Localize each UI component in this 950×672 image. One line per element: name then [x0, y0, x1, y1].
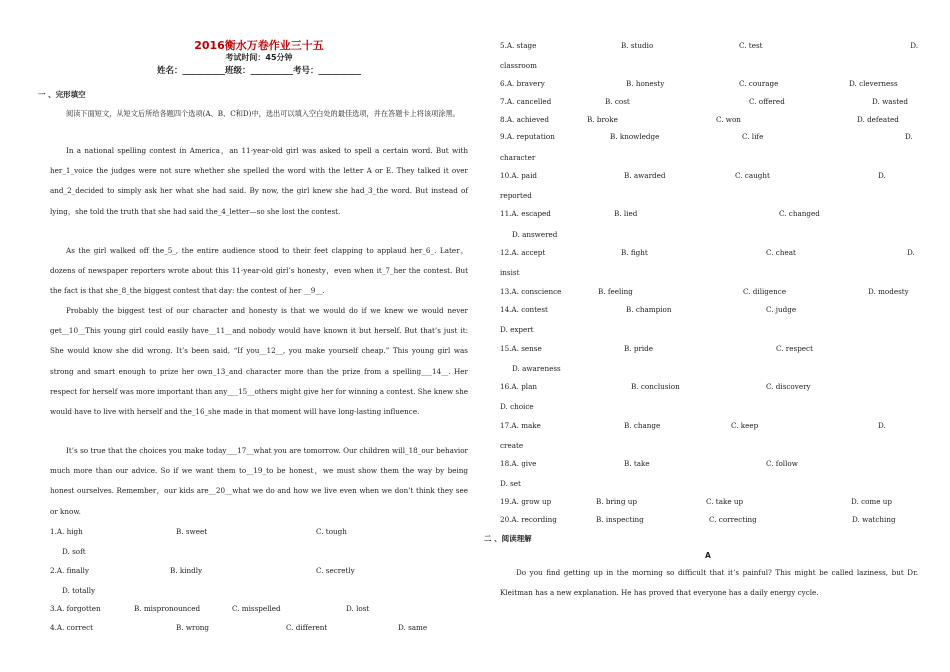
option-8-d: D. defeated — [857, 115, 899, 124]
option-7-c: C. offered — [749, 97, 785, 106]
option-20-b: B. inspecting — [596, 515, 644, 524]
option-3-d: D. lost — [346, 604, 370, 613]
option-19-c: C. take up — [706, 497, 744, 506]
option-13-b: B. feeling — [598, 287, 633, 296]
option-18-c: C. follow — [766, 459, 798, 468]
option-2-b: B. kindly — [170, 566, 203, 575]
option-5-a: 5.A. stage — [500, 41, 537, 50]
option-9-c: C. life — [742, 132, 764, 141]
option-10-c: C. caught — [735, 171, 770, 180]
instruction-text: 阅读下面短文，从短文后所给各题四个选项(A、B、C和D)中，选出可以填入空白处的最佳选项，并在答题卡上将该项涂黑。 — [66, 109, 460, 118]
option-8-a: 8.A. achieved — [500, 115, 550, 124]
option-3-c: C. misspelled — [232, 604, 281, 613]
option-17-d: D. — [878, 421, 886, 430]
option-9-d: D. — [905, 132, 913, 141]
option-8-b: B. broke — [587, 115, 618, 124]
option-1-a: 1.A. high — [50, 527, 83, 536]
option-11-a: 11.A. escaped — [500, 209, 551, 218]
option-19-b: B. bring up — [596, 497, 637, 506]
option-6-c: C. courage — [739, 79, 779, 88]
option-12-a: 12.A. accept — [500, 248, 546, 257]
passage-a-label: A — [705, 551, 711, 560]
section1-heading: 一 、完形填空 — [38, 90, 86, 99]
doc-title: 2016衡水万卷作业三十五 — [194, 39, 324, 52]
option-4-c: C. different — [286, 623, 328, 632]
option-8-c: C. won — [716, 115, 741, 124]
option-3-b: B. mispronounced — [134, 604, 201, 613]
option-11-c: C. changed — [779, 209, 820, 218]
option-17-c: C. keep — [731, 421, 759, 430]
passage-paragraph-3: Probably the biggest test of our character and honesty is that we would do if we knew we would never get__10__This young girl could easily have__11__and nobody would have known it but herself. But that’s just it: She would know she did wrong. It’s been said, “If you__12__, you make yourself cheap.” This young girl was strong and smart enough to prize her own_13_and character more than the prize from a spelling___14__. Her respect for herself was more important than any___15__others might give her for winning a contest. She knew she would have to live with herself and the_16_she made in that moment will have long-lasting influence. — [50, 306, 468, 417]
option-12-b: B. fight — [621, 248, 648, 257]
option-6-d: D. cleverness — [849, 79, 898, 88]
passage-paragraph-4: It’s so true that the choices you make today___17__what you are tomorrow. Our children will_18_our behavior much more than our advice. So if we want them to__19_to be honest，we must show them the way by being honest ourselves. Remember，our kids are__20__what we do and how we live even when we don’t think they see or know. — [50, 446, 468, 516]
option-9-b: B. knowledge — [610, 132, 660, 141]
option-3-a: 3.A. forgotten — [50, 604, 101, 613]
option-5-c: C. test — [739, 41, 763, 50]
option-12-d-word: insist — [500, 268, 520, 277]
option-2-d: D. totally — [62, 586, 96, 595]
option-2-c: C. secretly — [316, 566, 355, 575]
option-7-b: B. cost — [605, 97, 630, 106]
option-11-b: B. lied — [614, 209, 638, 218]
option-5-d-word: classroom — [500, 61, 537, 70]
option-4-d: D. same — [398, 623, 428, 632]
option-4-a: 4.A. correct — [50, 623, 94, 632]
option-4-b: B. wrong — [176, 623, 209, 632]
option-16-c: C. discovery — [766, 382, 811, 391]
option-5-d-text: D. — [910, 41, 918, 50]
passage-paragraph-1: In a national spelling contest in America，an 11-year-old girl was asked to spell a certain word. But with her_1_voice the judges were not sure whether she spelled the word with the letter A or E. They talked it over and_2_decided to simply ask her what she had said. By now, the girl knew she had_3_the word. But instead of lying，she told the truth that she had said the_4_letter—so she lost the contest. — [50, 146, 468, 216]
option-19-a: 19.A. grow up — [500, 497, 552, 506]
option-14-a: 14.A. contest — [500, 305, 548, 314]
option-1-b: B. sweet — [176, 527, 208, 536]
option-1-d: D. soft — [62, 547, 86, 556]
option-7-a: 7.A. cancelled — [500, 97, 552, 106]
option-10-a: 10.A. paid — [500, 171, 537, 180]
option-2-a: 2.A. finally — [50, 566, 89, 575]
option-16-a: 16.A. plan — [500, 382, 538, 391]
option-11-d: D. answered — [512, 230, 558, 239]
option-12-d: D. — [907, 248, 915, 257]
option-16-d: D. choice — [500, 402, 534, 411]
name-class-number-line: 姓名：__________班级：__________考号：__________ — [156, 66, 361, 76]
option-5-b: B. studio — [621, 41, 654, 50]
option-15-a: 15.A. sense — [500, 344, 542, 353]
option-20-c: C. correcting — [709, 515, 757, 524]
section2-heading: 二 、阅读理解 — [484, 534, 532, 543]
option-20-d: D. watching — [852, 515, 896, 524]
option-17-a: 17.A. make — [500, 421, 541, 430]
option-18-d: D. set — [500, 479, 521, 488]
option-10-d: D. — [878, 171, 886, 180]
exam-time: 考试时间：45分钟 — [225, 53, 293, 62]
option-6-a: 6.A. bravery — [500, 79, 545, 88]
option-14-c: C. judge — [766, 305, 797, 314]
option-14-d: D. expert — [500, 325, 534, 334]
option-5-d — [500, 41, 918, 50]
option-14-b: B. champion — [626, 305, 672, 314]
option-13-a: 13.A. conscience — [500, 287, 562, 296]
reading-paragraph-1: Do you find getting up in the morning so difficult that it’s painful? This might be called laziness, but Dr. Kleitman has a new explanation. He has proved that everyone has a daily energy cycle. — [500, 568, 918, 598]
option-15-d: D. awareness — [512, 364, 561, 373]
option-16-b: B. conclusion — [631, 382, 680, 391]
option-15-c: C. respect — [776, 344, 813, 353]
option-10-b: B. awarded — [624, 171, 666, 180]
option-17-d-word: create — [500, 441, 524, 450]
option-13-d: D. modesty — [868, 287, 909, 296]
option-6-b: B. honesty — [626, 79, 665, 88]
option-9-d-word: character — [500, 153, 536, 162]
option-20-a: 20.A. recording — [500, 515, 557, 524]
option-17-b: B. change — [624, 421, 661, 430]
option-10-d-word: reported — [500, 191, 532, 200]
option-12-c: C. cheat — [766, 248, 796, 257]
option-19-d: D. come up — [851, 497, 893, 506]
option-15-b: B. pride — [624, 344, 654, 353]
option-18-a: 18.A. give — [500, 459, 537, 468]
option-9-a: 9.A. reputation — [500, 132, 555, 141]
option-7-d: D. wasted — [872, 97, 908, 106]
passage-paragraph-2: As the girl walked off the_5_, the entire audience stood to their feet clapping to applaud her_6_. Later，dozens of newspaper reporters wrote about this 11-year-old girl’s honesty，even when it_7_her the contest. But the fact is that she_8_the biggest contest that day: the contest of her __9__. — [50, 246, 468, 296]
option-18-b: B. take — [624, 459, 650, 468]
option-13-c: C. diligence — [743, 287, 787, 296]
option-1-c: C. tough — [316, 527, 347, 536]
